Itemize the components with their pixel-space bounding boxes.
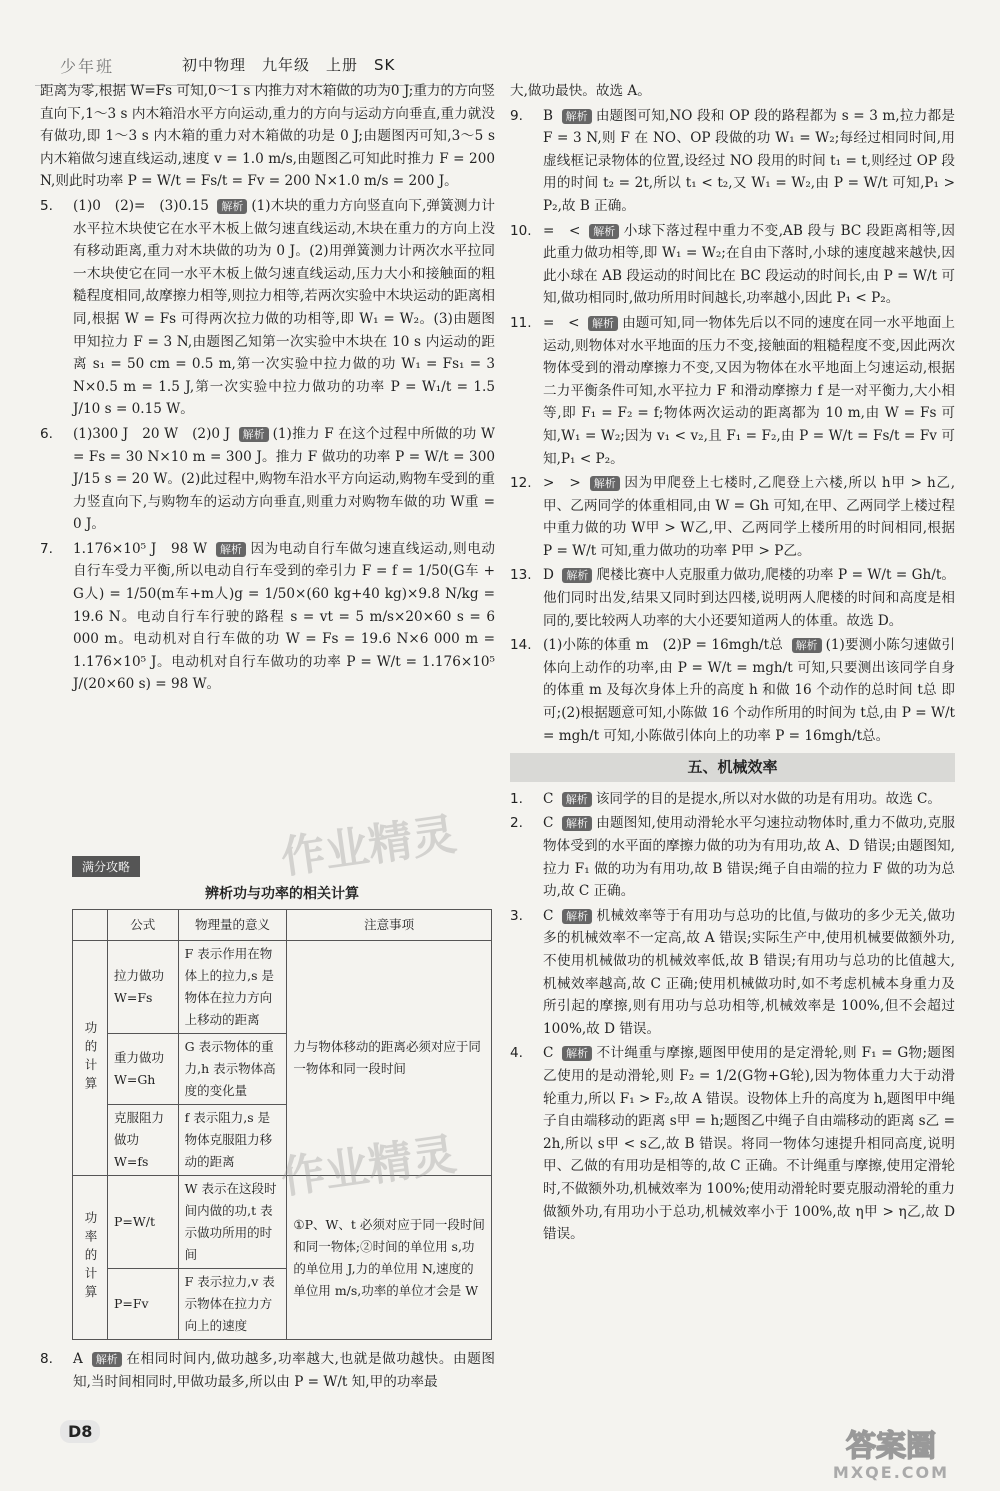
table-row: 功的计算 拉力做功 W=Fs F 表示作用在物体上的拉力,s 是物体在拉力方向上移动的距离 力与物体移动的距离必须对应于同一物体和同一段时间 (73, 941, 492, 1034)
watermark: 作业精灵 (277, 1128, 460, 1204)
logo-graphic (806, 1418, 976, 1484)
site-logo (806, 1418, 976, 1484)
page-number: D8 (60, 1420, 100, 1443)
table-row: 克服阻力做功 W=fs f 表示阻力,s 是物体克服阻力移动的距离 (73, 1105, 492, 1176)
answer-item-14: 14. (1)小陈的体重 m (2)P = 16mgh/t总 解析 (1)要测小陈匀速做引体向上动作的功率,由 P = W/t = mgh/t 可知,只要测出该同学自身的体重 m 及每次身体上升的高度 h 和做 16 个动作的总时间 t总 即可;(2)根据题意可知,小陈做 16 个动作所用的时间为 t总,由 P = W/t = mgh/t 可知,小陈做引体向上的功率 P = 16mgh/t总。 (510, 637, 955, 744)
answer-item-s5-2: 2. C 解析 由题图知,使用动滑轮水平匀速拉动物体时,重力不做功,克服物体受到的水平面的摩擦力做的功为有用功,故 A、D 错误;由题图知,拉力 F₁ 做的功为有用功,故 B 错误;绳子自由端的拉力 F 做的功为总功,故 C 正确。 (510, 815, 955, 900)
svg-text:答案圈: 答案圈 (846, 1429, 936, 1464)
book-meta: 初中物理 九年级 上册 SK (182, 56, 396, 74)
strategy-title: 辨析功与功率的相关计算 (205, 886, 359, 902)
strategy-box (72, 856, 492, 1340)
answer-item-9: 9. B 解析 由题图可知,NO 段和 OP 段的路程都为 s = 3 m,拉力都是 F = 3 N,则 F 在 NO、OP 段做的功 W₁ = W₂;每经过相同时间,用虚线框记录物体的位置,设经过 NO 段用的时间 t₁ = t,则经过 OP 段用的时间 t₂ = 2t,所以 t₁ < t₂,又 W₁ = W₂,由 P = W/t 可知,P₁ > P₂,故 B 正确。 (510, 107, 956, 214)
strategy-tag: 满分攻略 (72, 856, 140, 877)
answer-continued-8: 大,做功最快。故选 A。 (510, 83, 651, 99)
right-column (510, 80, 955, 1248)
answer-item-s5-1: 1. C 解析 该同学的目的是提水,所以对水做的功是有用功。故选 C。 (510, 790, 942, 807)
watermark: 作业精灵 (277, 808, 460, 884)
answer-item-13: 13. D 解析 爬楼比赛中人克服重力做功,爬楼的功率 P = W/t = Gh/t。他们同时出发,结果又同时到达四楼,说明两人爬楼的时间和高度是相同的,要比较两人功率的大小还要知道两人的体重。故选 D。 (510, 567, 955, 629)
table-row: 功率的计算 P=W/t W 表示在这段时间内做的功,t 表示做功所用的时间 ①P、W、t 必须对应于同一段时间和同一物体;②时间的单位用 s,功的单位用 J,力的单位用 N,速度的单位用 m/s,功率的单位才会是 W (73, 1176, 492, 1269)
page-header (40, 50, 510, 78)
answer-item-5: 5. (1)0 (2)= (3)0.15 解析 (1)木块的重力方向竖直向下,弹簧测力计水平拉木块使它在水平木板上做匀速直线运动,木块在重力的方向上没有移动距离,重力对木块做的功为 0 J。(2)用弹簧测力计两次水平拉同一木块使它在同一水平木板上做匀速直线运动,压力大小和接触面的粗糙程度相同,故摩擦力相等,则拉力相等,若两次实验中木块运动的距离相同,根据 W = Fs 可得两次拉力做的功相等,即 W₁ = W₂。(3)由题图甲知拉力 F = 3 N,由题图乙知第一次实验中木块在 10 s 内运动的距离 s₁ = 50 cm = 0.5 m,第一次实验中拉力做的功 W₁ = Fs₁ = 3 N×0.5 m = 1.5 J,第一次实验中拉力做功的功率 P = W₁/t = 1.5 J/10 s = 0.15 W。 (40, 197, 496, 418)
left-bottom (40, 1348, 495, 1395)
table-row: P=Fv F 表示拉力,v 表示物体在拉力方向上的速度 (73, 1269, 492, 1340)
left-column (40, 80, 495, 698)
svg-text:MXQE.COM: MXQE.COM (832, 1463, 950, 1482)
formula-table: 公式 物理量的意义 注意事项 功的计算 拉力做功 W=Fs F 表示作用在物体上的拉力,s 是物体在拉力方向上移动的距离 力与物体移动的距离必须对应于同一物体和同一段时间 重力做功 W=Gh G 表示物体的重力,h 表示物体高度的变化量 克服阻力做功 W=fs f 表示阻力,s 是物体克服阻力移动的距离 功率的计算 P=W/t W 表示在这段时间内做的功,t 表示做功所用的时间 ①P、W、t 必须对应于同一段时间和同一物体;②时间的单位用 s,功的单位用 J,力的单位用 N,速度的单位用 m/s,功率的单位才会是 W P=Fv F 表示拉力,v 表示物体在拉力方向上的速度 (72, 909, 492, 1340)
answer-item-10: 10. = < 解析 小球下落过程中重力不变,AB 段与 BC 段距离相等,因此重力做功相等,即 W₁ = W₂;在自由下落时,小球的速度越来越快,因此小球在 AB 段运动的时间比在 BC 段运动的时间长,由 P = W/t 可知,做功相同时,做功所用时间越长,功率越小,因此 P₁ < P₂。 (510, 222, 955, 307)
answer-continued: 距离为零,根据 W=Fs 可知,0～1 s 内推力对木箱做的功为0 J;重力的方向竖直向下,1～3 s 内木箱沿水平方向运动,重力的方向与运动方向垂直,重力就没有做功,即 1～3 s 内木箱的重力对木箱做的功是 0 J;由题图丙可知,3～5 s 内木箱做匀速直线运动,速度 v = 1.0 m/s,由题图乙可知此时推力 F = 200 N,则此时功率 P = W/t = Fs/t = Fv = 200 N×1.0 m/s = 200 J。 (40, 83, 495, 190)
answer-item-12: 12. > > 解析 因为甲爬登上七楼时,乙爬登上六楼,所以 h甲 > h乙,甲、乙两同学的体重相同,由 W = Gh 可知,在甲、乙两同学上楼过程中重力做的功 W甲 > W乙,甲、乙两同学上楼所用的时间相同,根据 P = W/t 可知,重力做功的功率 P甲 > P乙。 (510, 475, 956, 559)
answer-item-s5-4: 4. C 解析 不计绳重与摩擦,题图甲使用的是定滑轮,则 F₁ = G物;题图乙使用的是动滑轮,则 F₂ = 1/2(G物+G轮),因为物体重力大于动滑轮重力,所以 F₁ > F₂,故 A 错误。设物体上升的高度为 h,题图甲中绳子自由端移动的距离 s甲 = h;题图乙中绳子自由端移动的距离 s乙 = 2h,所以 s甲 < s乙,故 B 错误。将同一物体匀速提升相同高度,说明甲、乙做的有用功是相等的,故 C 正确。不计绳重与摩擦,使用定滑轮时,不做额外功,机械效率为 100%;使用动滑轮时要克服动滑轮的重力做额外功,有用功小于总功,机械效率小于 100%,故 η甲 > η乙,故 D 错误。 (510, 1045, 955, 1243)
brand-label: 少年班 (60, 57, 115, 76)
table-row: 重力做功 W=Gh G 表示物体的重力,h 表示物体高度的变化量 (73, 1034, 492, 1105)
section-title: 五、机械效率 (510, 753, 955, 782)
answer-item-11: 11. = < 解析 由题可知,同一物体先后以不同的速度在同一水平地面上运动,则物体对水平地面的压力不变,接触面的粗糙程度不变,因此两次物体受到的滑动摩擦力不变,又因为物体在水平地面上匀速运动,根据二力平衡条件可知,水平拉力 F 和滑动摩擦力 f 是一对平衡力,大小相等,即 F₁ = F₂ = f;物体两次运动的距离都为 10 m,由 W = Fs 可知,W₁ = W₂;因为 v₁ < v₂,且 F₁ = F₂,由 P = W/t = Fs/t = Fv 可知,P₁ < P₂。 (510, 314, 955, 467)
answer-item-8: 8. A 解析 在相同时间内,做功越多,功率越大,也就是做功越快。由题图知,当时间相同时,甲做功最多,所以由 P = W/t 知,甲的功率最 (40, 1351, 495, 1390)
answer-item-s5-3: 3. C 解析 机械效率等于有用功与总功的比值,与做功的多少无关,做功多的机械效率不一定高,故 A 错误;实际生产中,使用机械要做额外功,不使用机械做功的机械效率低,故 B 错误;有用功与总功的比值越大,机械效率越高,故 C 正确;使用机械做功时,如不考虑机械本身重力及所引起的摩擦,则有用功与总功相等,机械效率是 100%,但不会超过 100%,故 D 错误。 (510, 907, 956, 1037)
answer-item-7: 7. 1.176×10⁵ J 98 W 解析 因为电动自行车做匀速直线运动,则电动自行车受力平衡,所以电动自行车受到的牵引力 F = f = 1/50(G车 + G人) = 1/50(m车+m人)g = 1/50×(60 kg+40 kg)×9.8 N/kg = 19.6 N。电动自行车行驶的路程 s = vt = 5 m/s×20×60 s = 6 000 m。电动机对自行车做的功 W = Fs = 19.6 N×6 000 m = 1.176×10⁵ J。电动机对自行车做功的功率 P = W/t = 1.176×10⁵ J/(20×60 s) = 98 W。 (40, 540, 495, 693)
answer-item-6: 6. (1)300 J 20 W (2)0 J 解析 (1)推力 F 在这个过程中所做的功 W = Fs = 30 N×10 m = 300 J。推力 F 做功的功率 P = W/t = 300 J/15 s = 20 W。(2)此过程中,购物车沿水平方向运动,购物车受到的重力竖直向下,与购物车的运动方向垂直,则重力对购物车做的功 W重 = 0 J。 (40, 425, 495, 533)
